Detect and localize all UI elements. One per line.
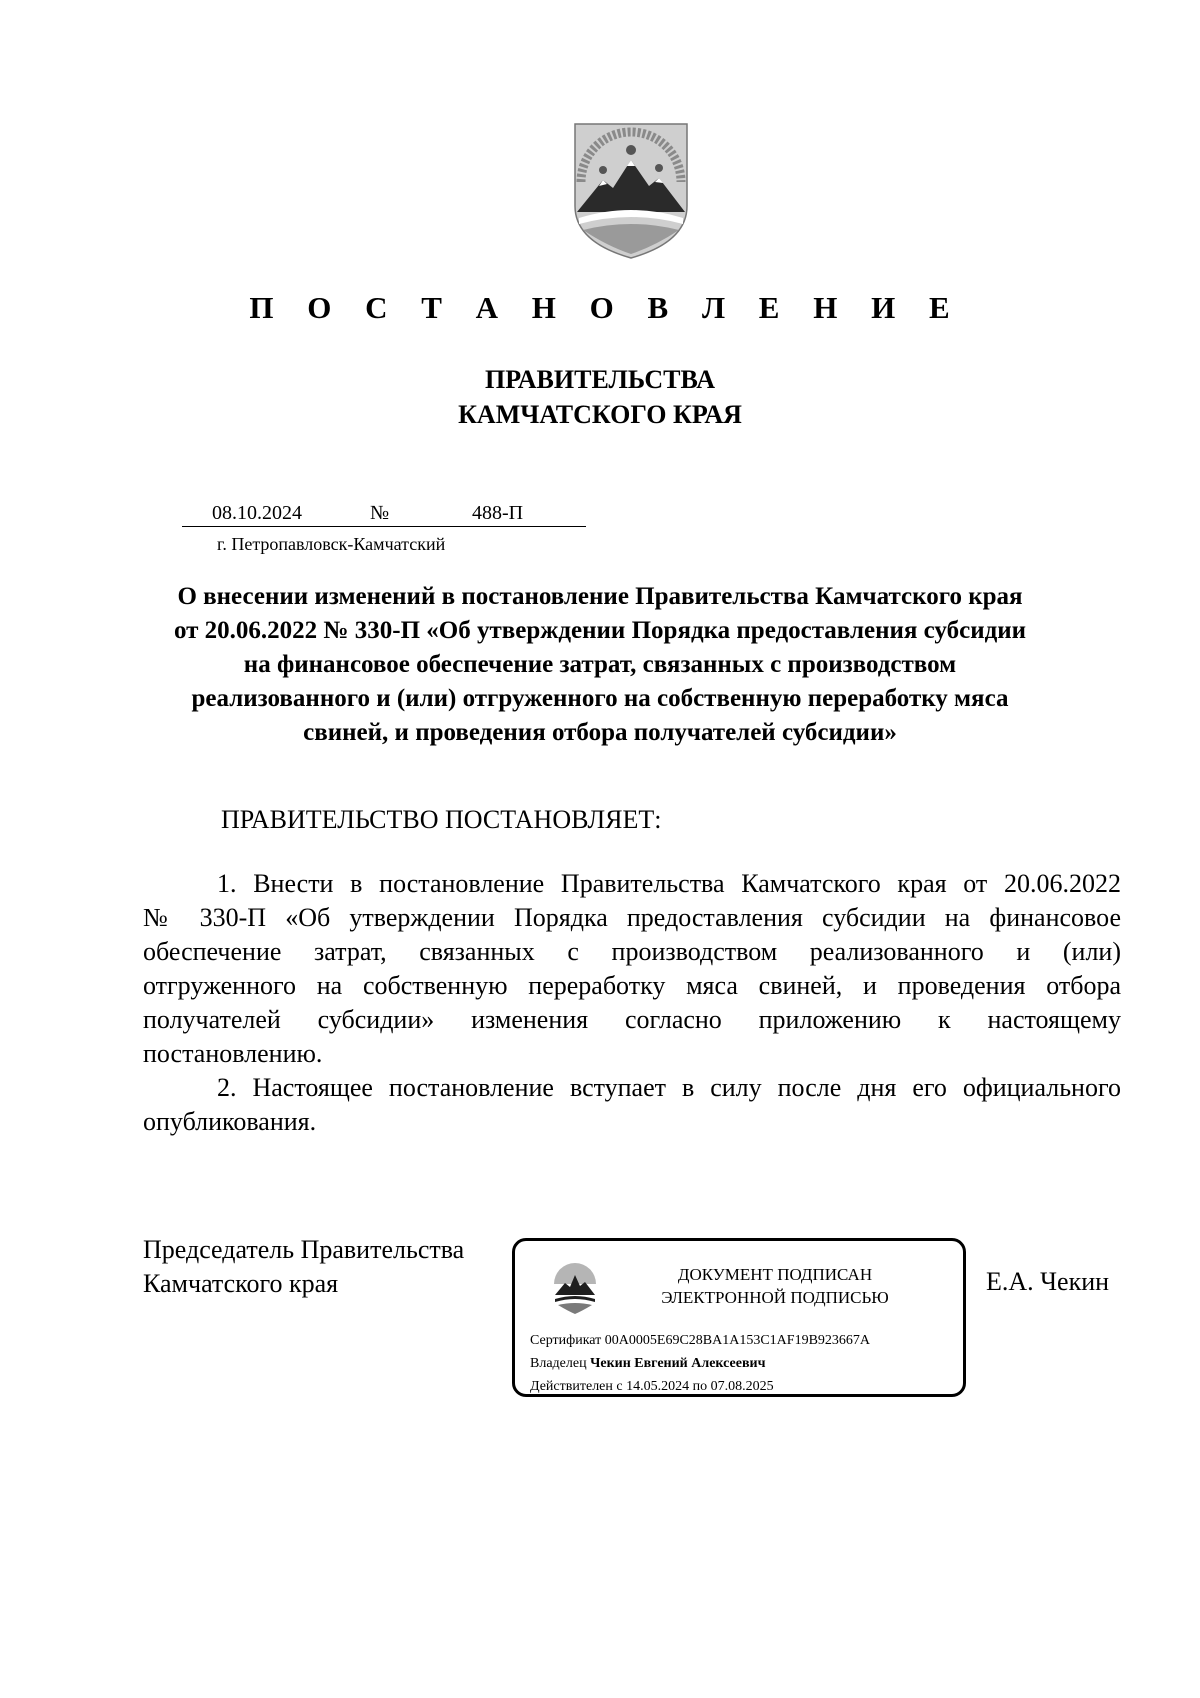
subject-line: от 20.06.2022 № 330-П «Об утверждении Порядка предоставления субсидии [173, 617, 1027, 644]
kamchatka-coat-of-arms-icon [571, 120, 691, 260]
subject-line: О внесении изменений в постановление Правительства Камчатского края [177, 583, 1023, 610]
body-line: № 330-П «Об утверждении Порядка предоставления субсидии на финансовое [143, 903, 1121, 932]
valid-to-label: по [692, 1379, 708, 1394]
kamchatka-coat-of-arms-icon [552, 1261, 598, 1315]
date-number-underline [182, 526, 586, 527]
valid-from-date: 14.05.2024 [626, 1379, 690, 1394]
owner-label: Владелец [530, 1356, 587, 1371]
date-number-line [182, 500, 586, 530]
issuer-line: ПРАВИТЕЛЬСТВА [485, 365, 715, 394]
valid-from-label: с [616, 1379, 623, 1394]
electronic-signature-stamp [512, 1238, 966, 1397]
body-line: отгруженного на собственную переработку мяса свиней, и проведения отбора [143, 971, 1121, 1000]
stamp-details [530, 1329, 870, 1398]
certificate-row [530, 1329, 870, 1352]
body-line: 1. Внести в постановление Правительства Камчатского края от 20.06.2022 [217, 869, 1121, 898]
valid-label: Действителен [530, 1379, 613, 1394]
signatory-title-line: Камчатского края [143, 1269, 339, 1298]
subject-line: реализованного и (или) отгруженного на собственную переработку мяса [191, 685, 1009, 712]
document-body [143, 867, 1121, 1139]
stamp-heading [610, 1263, 940, 1309]
body-line: 2. Настоящее постановление вступает в силу после дня его официального [217, 1073, 1121, 1102]
signatory-title-line: Председатель Правительства [143, 1235, 465, 1264]
stamp-heading-line: ЭЛЕКТРОННОЙ ПОДПИСЬЮ [661, 1288, 889, 1307]
body-line: опубликования. [143, 1107, 317, 1136]
number-sign: № [370, 502, 390, 524]
resolves-heading: ПРАВИТЕЛЬСТВО ПОСТАНОВЛЯЕТ: [221, 805, 662, 834]
document-type-title: П О С Т А Н О В Л Е Н И Е [249, 290, 963, 325]
document-number: 488-П [472, 502, 524, 524]
valid-to-date: 07.08.2025 [710, 1379, 774, 1394]
subject-line: свиней, и проведения отбора получателей субсидии» [303, 719, 897, 746]
body-line: постановлению. [143, 1039, 323, 1068]
issuer-line: КАМЧАТСКОГО КРАЯ [458, 400, 742, 429]
certificate-label: Сертификат [530, 1333, 602, 1348]
document-subject [100, 580, 1100, 750]
body-line: обеспечение затрат, связанных с производством реализованного и (или) [143, 937, 1121, 966]
body-line: получателей субсидии» изменения согласно приложению к настоящему [143, 1005, 1121, 1034]
validity-row [530, 1375, 870, 1398]
signatory-title [143, 1233, 464, 1301]
certificate-serial: 00A0005E69C28BA1A153C1AF19B923667A [604, 1333, 871, 1348]
owner-row [530, 1352, 870, 1375]
city: г. Петропавловск-Камчатский [217, 534, 446, 554]
subject-line: на финансовое обеспечение затрат, связанных с производством [243, 651, 957, 678]
stamp-heading-line: ДОКУМЕНТ ПОДПИСАН [677, 1265, 873, 1284]
issuer-name [0, 362, 1200, 432]
signatory-name: Е.А. Чекин [986, 1267, 1110, 1296]
owner-name: Чекин Евгений Алексеевич [590, 1356, 766, 1371]
document-date: 08.10.2024 [212, 502, 302, 524]
